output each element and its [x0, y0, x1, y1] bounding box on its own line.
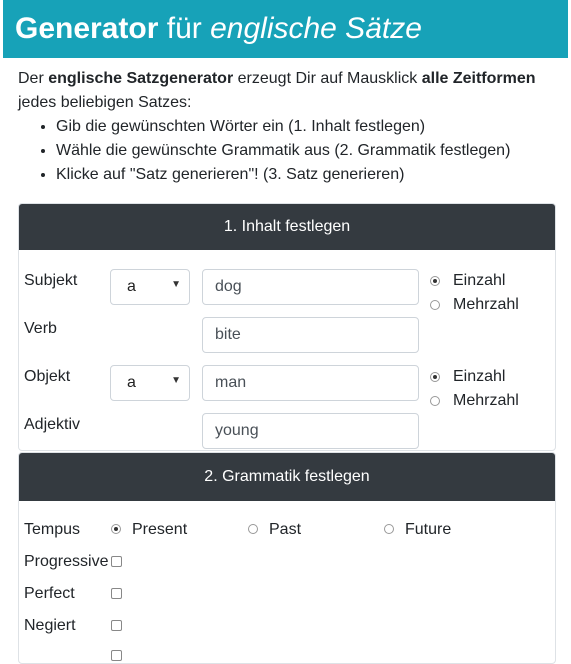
tense-past-label: Past	[269, 521, 302, 538]
verb-label: Verb	[24, 320, 57, 337]
steps-list	[18, 115, 558, 187]
tense-present-radio[interactable]	[111, 524, 121, 534]
chevron-down-icon: ▼	[171, 375, 181, 386]
content-card	[18, 203, 556, 451]
object-article-select[interactable]: a ▼	[110, 365, 190, 401]
step-item: • Gib die gewünschten Wörter ein (1. Inhalt festlegen)	[56, 115, 558, 139]
verb-input[interactable]: bite	[202, 317, 419, 353]
tense-present-label: Present	[132, 521, 188, 538]
title-italic: englische Sätze	[210, 12, 422, 45]
step-item: • Wähle die gewünschte Grammatik aus (2. Grammatik festlegen)	[56, 139, 558, 163]
subject-singular-label: Einzahl	[453, 272, 506, 289]
object-singular-label: Einzahl	[453, 368, 506, 385]
subject-input[interactable]: dog	[202, 269, 419, 305]
intro-text	[18, 67, 558, 187]
adjective-label: Adjektiv	[24, 416, 81, 433]
object-plural-radio[interactable]	[430, 396, 440, 406]
object-singular-radio[interactable]	[430, 372, 440, 382]
tense-future-label: Future	[405, 521, 452, 538]
grammar-heading: 2. Grammatik festlegen	[19, 453, 555, 501]
subject-plural-label: Mehrzahl	[453, 296, 519, 313]
adjective-input[interactable]: young	[202, 413, 419, 449]
perfect-checkbox[interactable]	[111, 588, 122, 599]
page-header	[3, 0, 568, 58]
perfect-label: Perfect	[24, 585, 75, 602]
chevron-down-icon: ▼	[171, 279, 181, 290]
negated-checkbox[interactable]	[111, 620, 122, 631]
subject-singular-radio[interactable]	[430, 276, 440, 286]
object-label: Objekt	[24, 368, 71, 385]
progressive-checkbox[interactable]	[111, 556, 122, 567]
subject-label: Subjekt	[24, 272, 78, 289]
subject-article-select[interactable]: a ▼	[110, 269, 190, 305]
title-bold: Generator	[15, 12, 159, 45]
intro-paragraph: Der englische Satzgenerator erzeugt Dir auf Mausklick alle Zeitformen jedes beliebigen Satzes:	[18, 70, 536, 111]
tense-label: Tempus	[24, 521, 81, 538]
page-title	[15, 10, 422, 48]
subject-plural-radio[interactable]	[430, 300, 440, 310]
progressive-label: Progressive	[24, 553, 109, 570]
negated-label: Negiert	[24, 617, 76, 634]
tense-past-radio[interactable]	[248, 524, 258, 534]
title-plain: für	[166, 12, 202, 45]
step-item: • Klicke auf "Satz generieren"! (3. Satz generieren)	[56, 163, 558, 187]
grammar-card	[18, 452, 556, 664]
object-input[interactable]: man	[202, 365, 419, 401]
object-plural-label: Mehrzahl	[453, 392, 519, 409]
content-heading: 1. Inhalt festlegen	[19, 204, 555, 250]
tense-future-radio[interactable]	[384, 524, 394, 534]
